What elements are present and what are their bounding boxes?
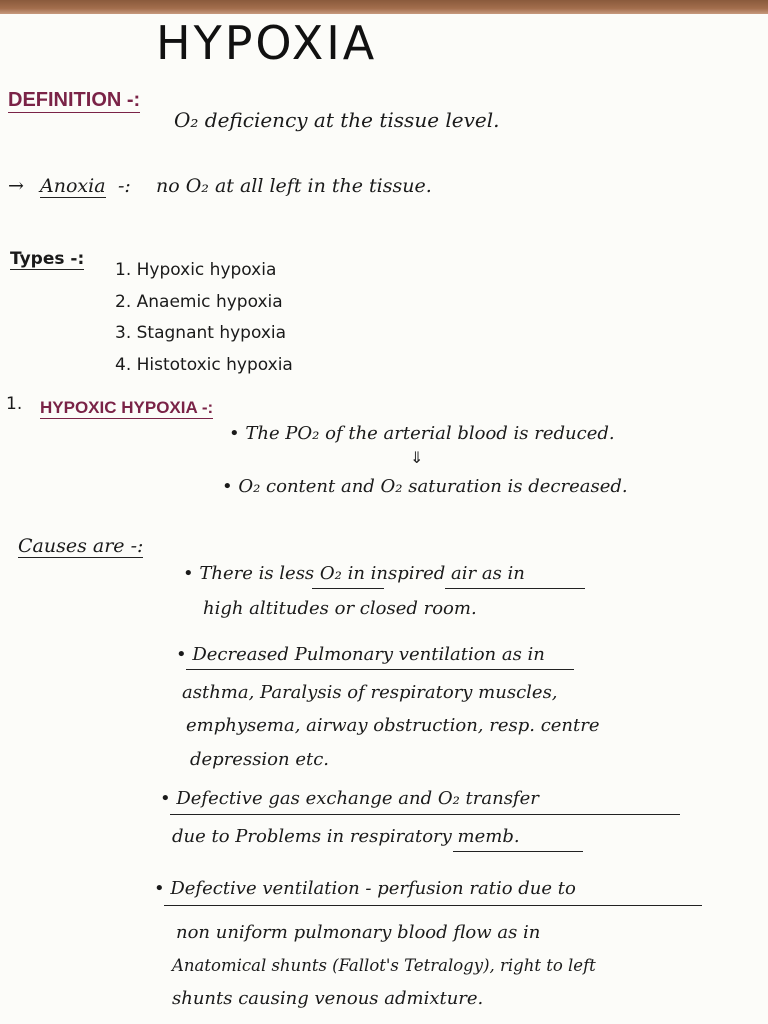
types-item-4: 4. Histotoxic hypoxia [115,355,293,375]
underline-respiratory [453,851,583,852]
hypoxic-point-2: • O₂ content and O₂ saturation is decreased. [222,476,628,497]
anoxia-label: Anoxia [40,175,106,197]
cause-2-line-4: depression etc. [190,749,330,770]
definition-label: DEFINITION -: [8,89,141,111]
anoxia-text: no O₂ at all left in the tissue. [156,175,432,197]
underline-pulmonary-ventilation [186,669,574,670]
underline-gas-exchange [170,814,680,815]
cause-3-line-2: due to Problems in respiratory memb. [172,826,520,847]
cause-2-line-2: asthma, Paralysis of respiratory muscles, [182,682,558,703]
notebook-top-edge [0,0,768,14]
anoxia-separator: -: [118,175,131,197]
cause-4-line-4: shunts causing venous admixture. [172,988,484,1009]
cause-1-line-1: • There is less O₂ in inspired air as in [183,563,525,584]
types-item-2: 2. Anaemic hypoxia [115,292,283,312]
causes-label: Causes are -: [18,535,144,557]
section-number: 1. [6,394,23,414]
notebook-page [0,14,768,1024]
types-item-1: 1. Hypoxic hypoxia [115,260,277,280]
cause-4-line-2: non uniform pulmonary blood flow as in [176,922,541,943]
cause-2-line-1: • Decreased Pulmonary ventilation as in [176,644,545,665]
hypoxic-hypoxia-heading: HYPOXIC HYPOXIA -: [40,398,214,417]
anoxia-arrow: → [8,175,24,197]
cause-2-line-3: emphysema, airway obstruction, resp. centre [186,715,600,736]
underline-less-o2 [312,588,384,589]
cause-4-line-1: • Defective ventilation - perfusion ratio due to [154,878,576,899]
cause-4-line-3: Anatomical shunts (Fallot's Tetralogy), right to left [172,956,596,975]
underline-ventilation-perfusion [164,905,702,906]
types-item-3: 3. Stagnant hypoxia [115,323,287,343]
types-label: Types -: [10,249,85,269]
cause-3-line-1: • Defective gas exchange and O₂ transfer [160,788,539,809]
underline-inspired-air [445,588,585,589]
cause-1-line-2: high altitudes or closed room. [203,598,477,619]
hypoxic-point-1: • The PO₂ of the arterial blood is reduced. [229,423,615,444]
down-arrow-icon: ⇓ [410,448,424,467]
definition-text: O₂ deficiency at the tissue level. [174,108,500,132]
page-title: HYPOXIA [156,16,378,70]
